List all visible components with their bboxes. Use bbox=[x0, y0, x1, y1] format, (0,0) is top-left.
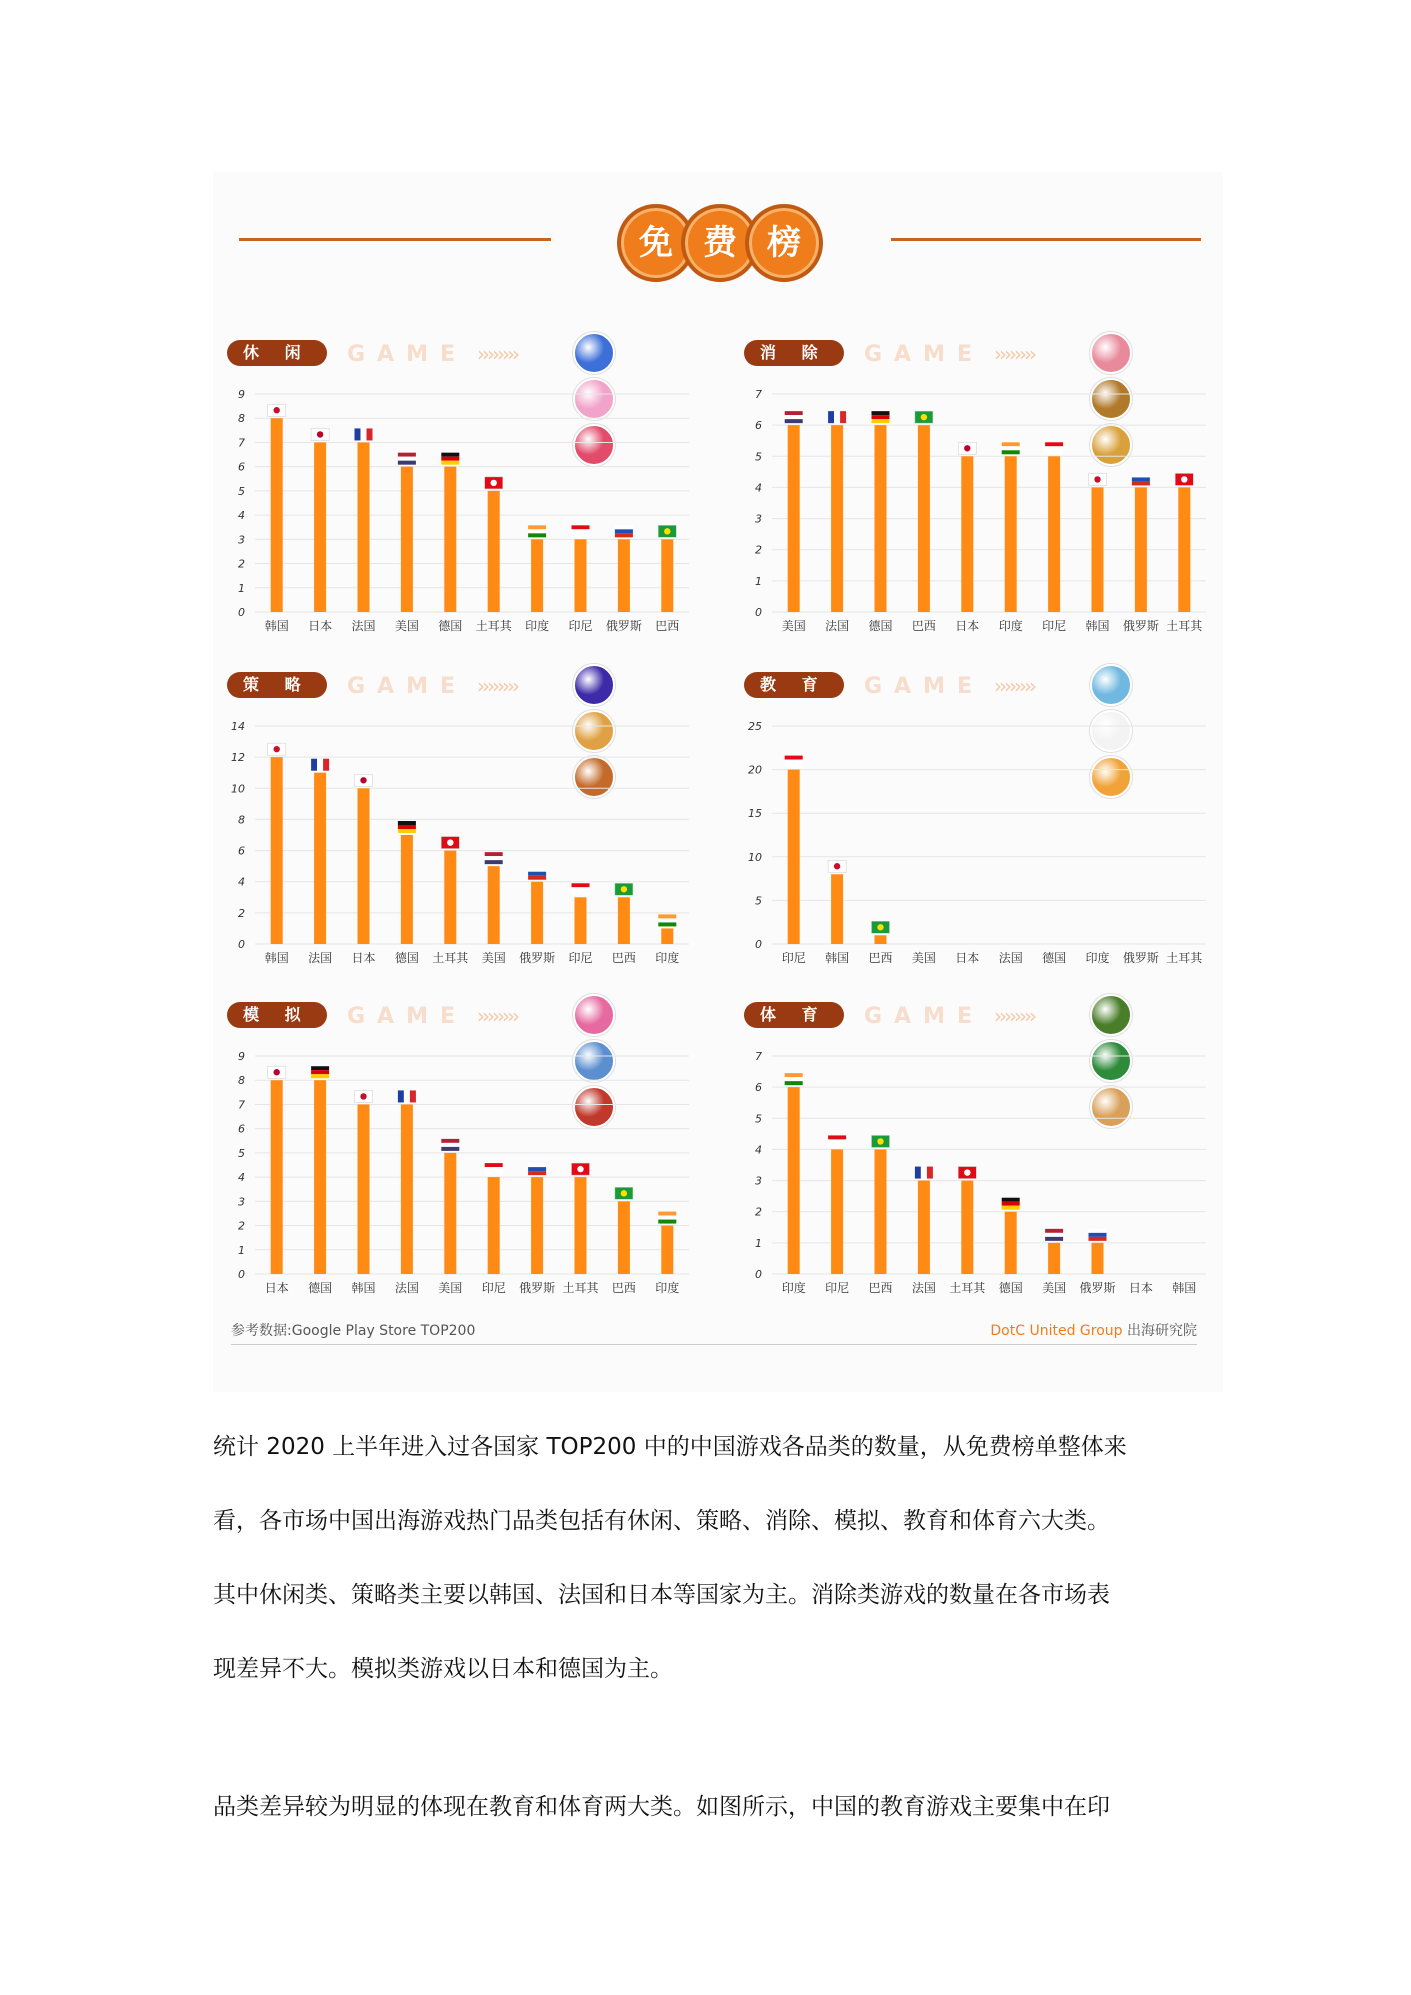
bar bbox=[618, 539, 630, 612]
x-tick-label: 韩国 bbox=[1172, 1281, 1197, 1295]
y-tick-label: 15 bbox=[748, 807, 762, 821]
x-tick-label: 法国 bbox=[911, 1281, 936, 1295]
flag-fr-icon bbox=[398, 1090, 416, 1102]
bar bbox=[788, 1087, 800, 1274]
x-tick-label: 印度 bbox=[525, 619, 550, 633]
y-tick-label: 5 bbox=[238, 1146, 245, 1160]
flag-id-icon bbox=[485, 1163, 503, 1175]
y-tick-label: 3 bbox=[238, 533, 245, 547]
x-tick-label: 印度 bbox=[655, 951, 680, 965]
flag-id-icon bbox=[572, 883, 590, 895]
x-tick-label: 日本 bbox=[955, 619, 980, 633]
x-tick-label: 韩国 bbox=[264, 619, 289, 633]
bar bbox=[831, 874, 843, 944]
bar bbox=[358, 1104, 370, 1274]
x-tick-label: 土耳其 bbox=[562, 1281, 599, 1295]
y-tick-label: 2 bbox=[238, 557, 245, 571]
y-tick-label: 5 bbox=[755, 450, 762, 464]
x-tick-label: 德国 bbox=[308, 1281, 333, 1295]
x-tick-label: 印尼 bbox=[481, 1281, 506, 1295]
x-tick-label: 巴西 bbox=[868, 1281, 893, 1295]
bar bbox=[531, 539, 543, 612]
bar bbox=[314, 1080, 326, 1274]
paragraph-line: 其中休闲类、策略类主要以韩国、法国和日本等国家为主。消除类游戏的数量在各市场表 bbox=[213, 1582, 1110, 1608]
x-tick-label: 土耳其 bbox=[949, 1281, 986, 1295]
flag-ru-icon bbox=[1089, 1229, 1107, 1241]
flag-us-icon bbox=[485, 852, 503, 864]
flag-tr-icon bbox=[958, 1167, 976, 1179]
x-tick-label: 俄罗斯 bbox=[1122, 619, 1159, 633]
x-tick-label: 土耳其 bbox=[1166, 619, 1203, 633]
flag-kr-icon bbox=[828, 860, 846, 872]
flag-fr-icon bbox=[355, 428, 373, 440]
x-tick-label: 俄罗斯 bbox=[1122, 951, 1159, 965]
category-pill: 教 育 bbox=[744, 672, 844, 698]
bar-chart-svg bbox=[744, 340, 1216, 660]
flag-in-icon bbox=[528, 525, 546, 537]
x-tick-label: 巴西 bbox=[655, 619, 680, 633]
title-char-1: 免 bbox=[617, 204, 695, 282]
x-tick-label: 韩国 bbox=[351, 1281, 376, 1295]
bar bbox=[1005, 456, 1017, 612]
y-tick-label: 5 bbox=[238, 484, 245, 498]
paragraph-line: 看，各市场中国出海游戏热门品类包括有休闲、策略、消除、模拟、教育和体育六大类。 bbox=[213, 1508, 1110, 1534]
flag-jp-icon bbox=[958, 442, 976, 454]
category-pill: 策 略 bbox=[227, 672, 327, 698]
x-tick-label: 美国 bbox=[781, 619, 806, 633]
game-watermark-text: GAME bbox=[347, 674, 468, 699]
y-tick-label: 8 bbox=[238, 813, 245, 827]
category-pill: 休 闲 bbox=[227, 340, 327, 366]
bar bbox=[444, 1153, 456, 1274]
flag-fr-icon bbox=[311, 759, 329, 771]
flag-id-icon bbox=[828, 1135, 846, 1147]
y-tick-label: 1 bbox=[238, 1243, 245, 1257]
x-tick-label: 印尼 bbox=[568, 951, 593, 965]
x-tick-label: 巴西 bbox=[911, 619, 936, 633]
chevrons-decoration: ›››››››› bbox=[477, 1004, 517, 1028]
flag-in-icon bbox=[785, 1073, 803, 1085]
bar bbox=[358, 788, 370, 944]
y-tick-label: 3 bbox=[238, 1195, 245, 1209]
bar-chart-svg bbox=[227, 672, 699, 992]
bar bbox=[401, 835, 413, 944]
bar bbox=[918, 1181, 930, 1274]
bar bbox=[271, 1080, 283, 1274]
bar bbox=[661, 928, 673, 944]
y-tick-label: 12 bbox=[231, 751, 245, 765]
flag-fr-icon bbox=[915, 1167, 933, 1179]
x-tick-label: 日本 bbox=[955, 951, 980, 965]
x-tick-label: 俄罗斯 bbox=[519, 1281, 556, 1295]
org-suffix: 出海研究院 bbox=[1122, 1323, 1197, 1339]
bar bbox=[314, 442, 326, 612]
y-tick-label: 4 bbox=[238, 875, 245, 889]
flag-jp-icon bbox=[268, 1066, 286, 1078]
x-tick-label: 美国 bbox=[394, 619, 419, 633]
x-tick-label: 美国 bbox=[1042, 1281, 1067, 1295]
footer-divider bbox=[231, 1344, 1197, 1345]
paragraph-line: 统计 2020 上半年进入过各国家 TOP200 中的中国游戏各品类的数量，从免费榜单整体来 bbox=[213, 1434, 1127, 1460]
y-tick-label: 0 bbox=[238, 938, 245, 951]
flag-jp-icon bbox=[355, 774, 373, 786]
flag-br-icon bbox=[872, 921, 890, 933]
flag-ru-icon bbox=[528, 1163, 546, 1175]
flag-tr-icon bbox=[1175, 473, 1193, 485]
bar bbox=[875, 425, 887, 612]
chevrons-decoration: ›››››››› bbox=[477, 342, 517, 366]
y-tick-label: 0 bbox=[238, 606, 245, 619]
x-tick-label: 土耳其 bbox=[432, 951, 469, 965]
category-pill: 体 育 bbox=[744, 1002, 844, 1028]
x-tick-label: 印度 bbox=[781, 1281, 806, 1295]
bar bbox=[488, 491, 500, 612]
bar bbox=[401, 467, 413, 612]
flag-in-icon bbox=[1002, 442, 1020, 454]
bar bbox=[531, 882, 543, 944]
x-tick-label: 德国 bbox=[1042, 951, 1067, 965]
y-tick-label: 1 bbox=[755, 1236, 762, 1250]
y-tick-label: 14 bbox=[231, 720, 245, 733]
x-tick-label: 俄罗斯 bbox=[519, 951, 556, 965]
flag-jp-icon bbox=[311, 428, 329, 440]
y-tick-label: 7 bbox=[238, 1098, 245, 1112]
x-tick-label: 日本 bbox=[308, 619, 333, 633]
body-paragraph-1 bbox=[213, 1410, 1213, 1706]
flag-br-icon bbox=[615, 1187, 633, 1199]
flag-ru-icon bbox=[528, 868, 546, 880]
bar bbox=[575, 539, 587, 612]
bar bbox=[918, 425, 930, 612]
bar bbox=[961, 1181, 973, 1274]
y-tick-label: 2 bbox=[755, 543, 762, 557]
x-tick-label: 美国 bbox=[438, 1281, 463, 1295]
body-paragraph-2 bbox=[213, 1770, 1213, 1844]
flag-de-icon bbox=[872, 411, 890, 423]
x-tick-label: 德国 bbox=[438, 619, 463, 633]
y-tick-label: 6 bbox=[755, 1081, 762, 1095]
flag-in-icon bbox=[658, 1212, 676, 1224]
bar bbox=[444, 851, 456, 944]
y-tick-label: 4 bbox=[238, 509, 245, 523]
game-watermark-text: GAME bbox=[864, 342, 985, 367]
x-tick-label: 日本 bbox=[351, 951, 376, 965]
flag-in-icon bbox=[658, 914, 676, 926]
bar-chart-svg bbox=[744, 1002, 1216, 1322]
y-tick-label: 5 bbox=[755, 894, 762, 908]
y-tick-label: 20 bbox=[748, 763, 762, 777]
flag-kr-icon bbox=[268, 404, 286, 416]
x-tick-label: 日本 bbox=[264, 1281, 289, 1295]
bar bbox=[1048, 1243, 1060, 1274]
y-tick-label: 6 bbox=[238, 844, 245, 858]
chevrons-decoration: ›››››››› bbox=[994, 674, 1034, 698]
y-tick-label: 2 bbox=[755, 1205, 762, 1219]
y-tick-label: 6 bbox=[238, 1122, 245, 1136]
bar bbox=[875, 935, 887, 944]
chevrons-decoration: ›››››››› bbox=[994, 1004, 1034, 1028]
x-tick-label: 法国 bbox=[998, 951, 1023, 965]
x-tick-label: 韩国 bbox=[264, 951, 289, 965]
y-tick-label: 8 bbox=[238, 412, 245, 426]
bar bbox=[961, 456, 973, 612]
org-brand: DotC United Group bbox=[990, 1323, 1123, 1339]
flag-id-icon bbox=[572, 525, 590, 537]
x-tick-label: 印度 bbox=[998, 619, 1023, 633]
x-tick-label: 印度 bbox=[655, 1281, 680, 1295]
x-tick-label: 土耳其 bbox=[475, 619, 512, 633]
bar bbox=[1092, 487, 1104, 612]
x-tick-label: 美国 bbox=[911, 951, 936, 965]
x-tick-label: 德国 bbox=[868, 619, 893, 633]
y-tick-label: 0 bbox=[755, 606, 762, 619]
flag-br-icon bbox=[658, 525, 676, 537]
source-note: 参考数据:Google Play Store TOP200 bbox=[231, 1323, 476, 1339]
y-tick-label: 7 bbox=[755, 1050, 762, 1063]
x-tick-label: 土耳其 bbox=[1166, 951, 1203, 965]
y-tick-label: 3 bbox=[755, 1174, 762, 1188]
flag-tr-icon bbox=[441, 837, 459, 849]
bar bbox=[875, 1149, 887, 1274]
bar bbox=[831, 1149, 843, 1274]
header-line-right bbox=[891, 238, 1201, 241]
flag-kr-icon bbox=[268, 743, 286, 755]
bar bbox=[788, 770, 800, 944]
bar bbox=[1135, 487, 1147, 612]
bar bbox=[271, 757, 283, 944]
org-credit bbox=[990, 1320, 1197, 1340]
flag-us-icon bbox=[1045, 1229, 1063, 1241]
y-tick-label: 4 bbox=[755, 1143, 762, 1157]
x-tick-label: 法国 bbox=[394, 1281, 419, 1295]
flag-de-icon bbox=[1002, 1198, 1020, 1210]
bar bbox=[444, 467, 456, 612]
bar bbox=[788, 425, 800, 612]
bar bbox=[661, 539, 673, 612]
x-tick-label: 法国 bbox=[308, 951, 333, 965]
flag-tr-icon bbox=[572, 1163, 590, 1175]
x-tick-label: 巴西 bbox=[611, 951, 636, 965]
y-tick-label: 7 bbox=[238, 436, 245, 450]
x-tick-label: 印尼 bbox=[825, 1281, 850, 1295]
game-watermark-text: GAME bbox=[347, 1004, 468, 1029]
y-tick-label: 8 bbox=[238, 1074, 245, 1088]
flag-ru-icon bbox=[1132, 473, 1150, 485]
x-tick-label: 印尼 bbox=[1042, 619, 1067, 633]
bar bbox=[661, 1226, 673, 1274]
x-tick-label: 印尼 bbox=[781, 951, 806, 965]
flag-ru-icon bbox=[615, 525, 633, 537]
y-tick-label: 9 bbox=[238, 1050, 245, 1063]
bar-chart-svg bbox=[227, 1002, 699, 1322]
x-tick-label: 巴西 bbox=[611, 1281, 636, 1295]
y-tick-label: 9 bbox=[238, 388, 245, 401]
bar bbox=[1005, 1212, 1017, 1274]
game-watermark-text: GAME bbox=[347, 342, 468, 367]
y-tick-label: 6 bbox=[755, 419, 762, 433]
y-tick-label: 4 bbox=[755, 481, 762, 495]
flag-us-icon bbox=[441, 1139, 459, 1151]
flag-tr-icon bbox=[485, 477, 503, 489]
bar bbox=[271, 418, 283, 612]
title-char-2: 费 bbox=[681, 204, 759, 282]
category-pill: 消 除 bbox=[744, 340, 844, 366]
game-watermark-text: GAME bbox=[864, 1004, 985, 1029]
x-tick-label: 印度 bbox=[1085, 951, 1110, 965]
paragraph-line: 现差异不大。模拟类游戏以日本和德国为主。 bbox=[213, 1656, 673, 1682]
title-char-3: 榜 bbox=[745, 204, 823, 282]
flag-de-icon bbox=[398, 821, 416, 833]
flag-kr-icon bbox=[1089, 473, 1107, 485]
bar bbox=[314, 773, 326, 944]
paragraph-line: 品类差异较为明显的体现在教育和体育两大类。如图所示，中国的教育游戏主要集中在印 bbox=[213, 1794, 1110, 1820]
infographic-figure bbox=[213, 172, 1223, 1392]
flag-id-icon bbox=[1045, 442, 1063, 454]
x-tick-label: 俄罗斯 bbox=[1079, 1281, 1116, 1295]
bar bbox=[488, 1177, 500, 1274]
y-tick-label: 5 bbox=[755, 1112, 762, 1126]
y-tick-label: 10 bbox=[231, 782, 245, 796]
flag-us-icon bbox=[785, 411, 803, 423]
x-tick-label: 俄罗斯 bbox=[605, 619, 642, 633]
bar bbox=[575, 897, 587, 944]
bar bbox=[531, 1177, 543, 1274]
bar-chart-svg bbox=[744, 672, 1216, 992]
flag-de-icon bbox=[441, 453, 459, 465]
x-tick-label: 法国 bbox=[825, 619, 850, 633]
flag-id-icon bbox=[785, 756, 803, 768]
flag-kr-icon bbox=[355, 1090, 373, 1102]
y-tick-label: 2 bbox=[238, 1219, 245, 1233]
x-tick-label: 印尼 bbox=[568, 619, 593, 633]
y-tick-label: 1 bbox=[755, 574, 762, 588]
bar bbox=[618, 897, 630, 944]
y-tick-label: 0 bbox=[238, 1268, 245, 1281]
y-tick-label: 3 bbox=[755, 512, 762, 526]
bar bbox=[1048, 456, 1060, 612]
x-tick-label: 巴西 bbox=[868, 951, 893, 965]
bar bbox=[401, 1104, 413, 1274]
bar bbox=[618, 1201, 630, 1274]
bar bbox=[358, 442, 370, 612]
y-tick-label: 10 bbox=[748, 850, 762, 864]
x-tick-label: 德国 bbox=[998, 1281, 1023, 1295]
chevrons-decoration: ›››››››› bbox=[994, 342, 1034, 366]
bar-chart-svg bbox=[227, 340, 699, 660]
flag-br-icon bbox=[615, 883, 633, 895]
game-watermark-text: GAME bbox=[864, 674, 985, 699]
y-tick-label: 4 bbox=[238, 1171, 245, 1185]
flag-br-icon bbox=[872, 1135, 890, 1147]
x-tick-label: 韩国 bbox=[825, 951, 850, 965]
x-tick-label: 德国 bbox=[394, 951, 419, 965]
flag-de-icon bbox=[311, 1066, 329, 1078]
y-tick-label: 0 bbox=[755, 1268, 762, 1281]
bar bbox=[831, 425, 843, 612]
x-tick-label: 日本 bbox=[1128, 1281, 1153, 1295]
chevrons-decoration: ›››››››› bbox=[477, 674, 517, 698]
bar bbox=[575, 1177, 587, 1274]
x-tick-label: 美国 bbox=[481, 951, 506, 965]
y-tick-label: 25 bbox=[748, 720, 762, 733]
bar bbox=[1178, 487, 1190, 612]
y-tick-label: 2 bbox=[238, 906, 245, 920]
bar bbox=[488, 866, 500, 944]
y-tick-label: 1 bbox=[238, 581, 245, 595]
header-line-left bbox=[239, 238, 551, 241]
y-tick-label: 0 bbox=[755, 938, 762, 951]
y-tick-label: 6 bbox=[238, 460, 245, 474]
x-tick-label: 法国 bbox=[351, 619, 376, 633]
x-tick-label: 韩国 bbox=[1085, 619, 1110, 633]
y-tick-label: 7 bbox=[755, 388, 762, 401]
flag-fr-icon bbox=[828, 411, 846, 423]
flag-us-icon bbox=[398, 453, 416, 465]
bar bbox=[1092, 1243, 1104, 1274]
flag-br-icon bbox=[915, 411, 933, 423]
category-pill: 模 拟 bbox=[227, 1002, 327, 1028]
